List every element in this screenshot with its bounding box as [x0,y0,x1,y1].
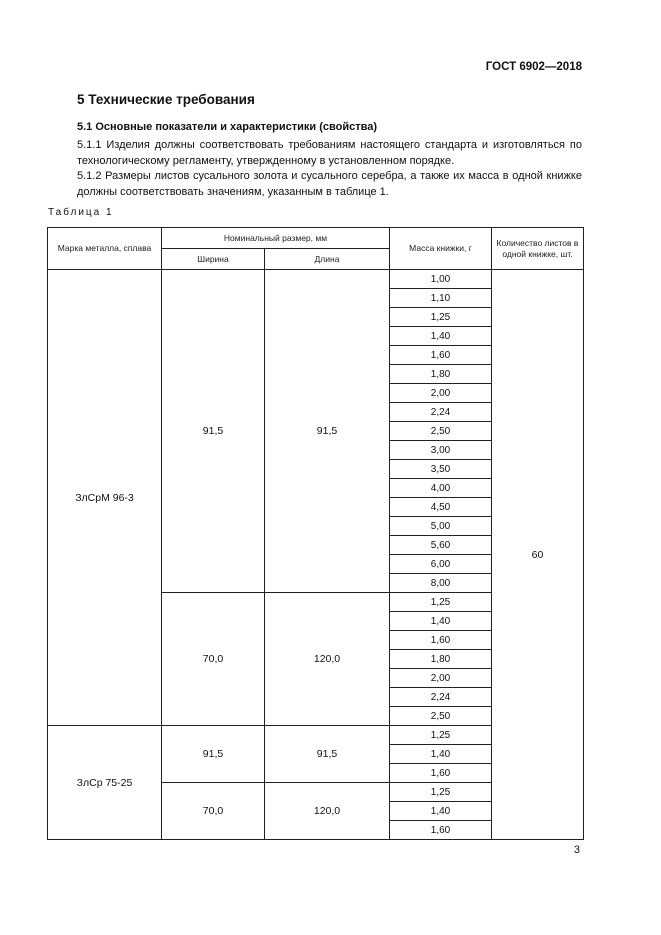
header-count: Количество листов в одной книжке, шт. [492,228,584,270]
cell-mass: 1,00 [390,270,492,289]
header-nominal-size: Номинальный размер, мм [162,228,390,249]
cell-mass: 5,60 [390,536,492,555]
header-length: Длина [265,249,390,270]
table-body [48,270,584,840]
cell-mass: 1,60 [390,346,492,365]
page-number: 3 [573,844,580,856]
cell-mass: 2,24 [390,688,492,707]
cell-length: 91,5 [265,270,390,593]
cell-mass: 1,80 [390,650,492,669]
table-row [48,270,584,289]
header-mass: Масса книжки, г [390,228,492,270]
cell-mass: 5,00 [390,517,492,536]
cell-length: 120,0 [265,783,390,840]
paragraph-5-1-1 [77,137,582,169]
header-brand: Марка металла, сплава [48,228,162,270]
cell-mass: 4,00 [390,479,492,498]
cell-mass: 1,40 [390,745,492,764]
cell-brand: ЗлСр 75-25 [48,726,162,840]
cell-mass: 2,50 [390,707,492,726]
cell-mass: 1,25 [390,593,492,612]
paragraph-5-1-1-text: 5.1.1 Изделия должны соответствовать требованиям настоящего стандарта и изготовляться по технологическому регламенту, утвержденному в установленном порядке. [77,139,582,167]
cell-mass: 1,60 [390,764,492,783]
cell-length: 91,5 [265,726,390,783]
header-width: Ширина [162,249,265,270]
cell-mass: 2,00 [390,384,492,403]
section-title: 5 Технические требования [77,92,255,107]
cell-mass: 3,00 [390,441,492,460]
cell-mass: 2,24 [390,403,492,422]
cell-mass: 3,50 [390,460,492,479]
cell-count: 60 [492,270,584,840]
cell-mass: 6,00 [390,555,492,574]
cell-mass: 1,25 [390,783,492,802]
cell-mass: 8,00 [390,574,492,593]
cell-mass: 2,00 [390,669,492,688]
cell-brand: ЗлСрМ 96-3 [48,270,162,726]
cell-width: 70,0 [162,783,265,840]
cell-mass: 2,50 [390,422,492,441]
cell-length: 120,0 [265,593,390,726]
cell-mass: 1,10 [390,289,492,308]
cell-mass: 1,60 [390,631,492,650]
document-id: ГОСТ 6902—2018 [485,61,582,73]
paragraph-5-1-2 [77,168,582,200]
cell-width: 70,0 [162,593,265,726]
table-caption: Таблица 1 [48,207,114,218]
cell-mass: 1,40 [390,327,492,346]
paragraph-5-1-2-text: 5.1.2 Размеры листов сусального золота и сусального серебра, а также их масса в одной книжке должны соответствовать значениям, указанным в таблице 1. [77,170,582,198]
cell-mass: 1,80 [390,365,492,384]
cell-mass: 4,50 [390,498,492,517]
cell-mass: 1,40 [390,612,492,631]
cell-mass: 1,25 [390,308,492,327]
specification-table [47,227,584,840]
cell-mass: 1,40 [390,802,492,821]
subsection-title: 5.1 Основные показатели и характеристики (свойства) [77,121,377,133]
cell-mass: 1,25 [390,726,492,745]
cell-width: 91,5 [162,726,265,783]
cell-mass: 1,60 [390,821,492,840]
cell-width: 91,5 [162,270,265,593]
